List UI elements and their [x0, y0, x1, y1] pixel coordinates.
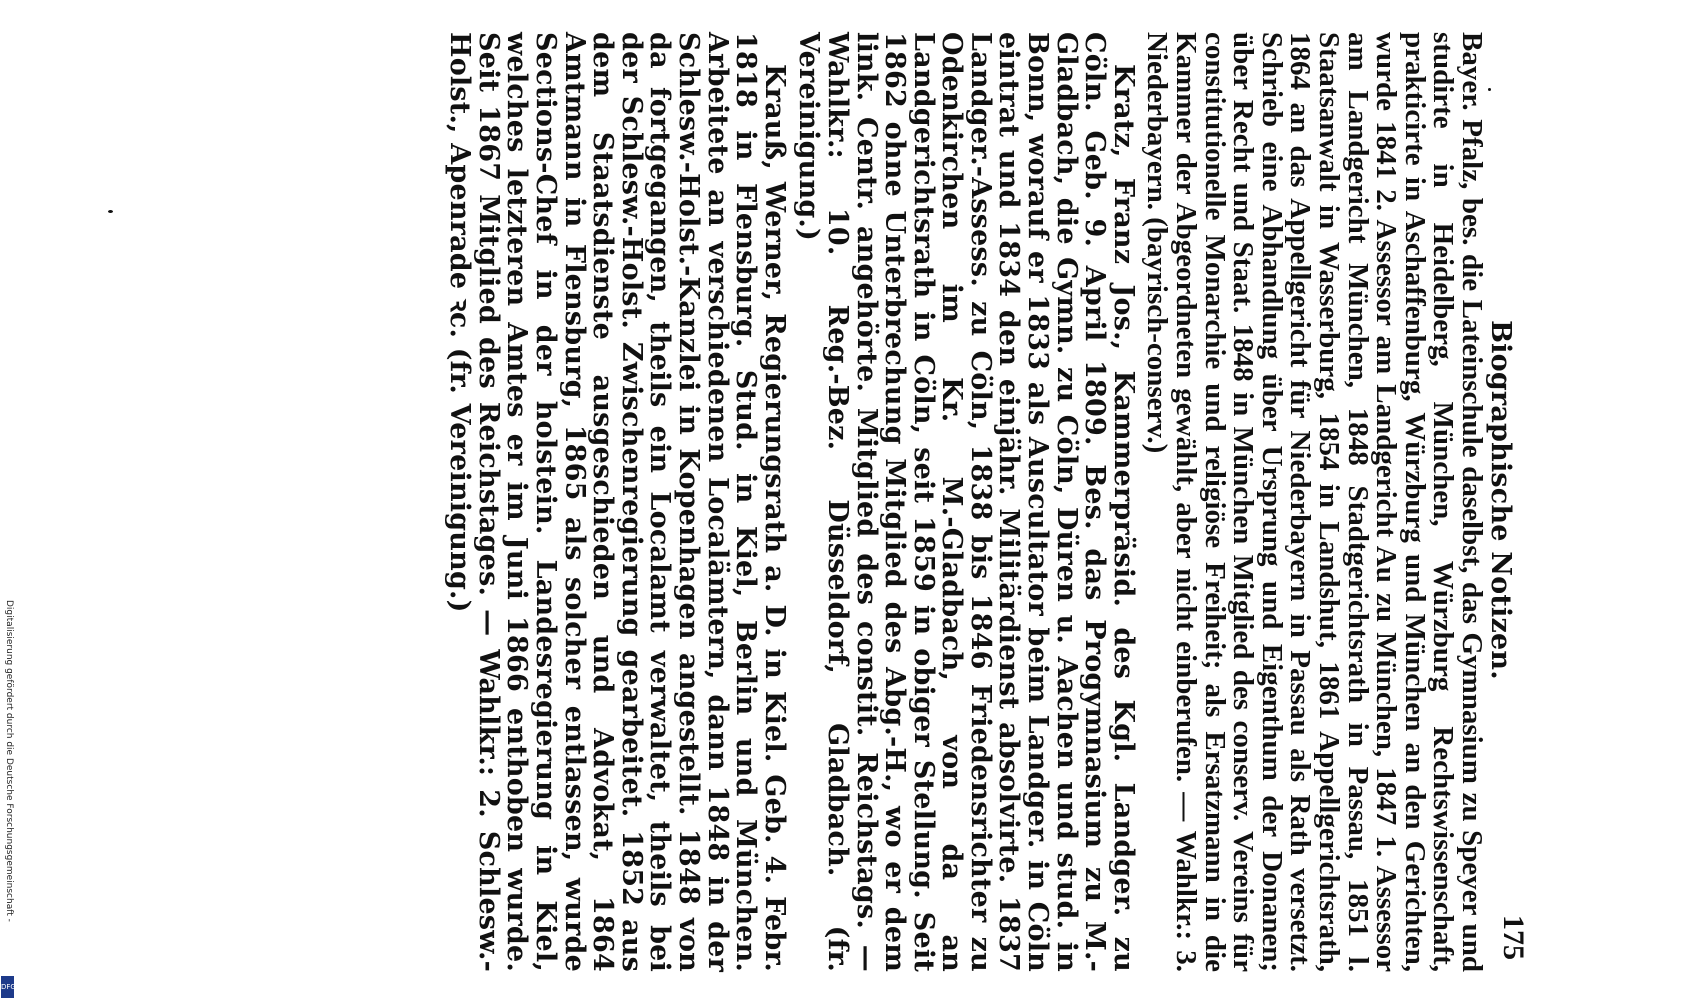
scan-speck — [108, 210, 113, 213]
entry-text-kratz: Franz Jos., Kammerpräsid. des Kgl. Landger. zu Cöln. Geb. 9. April 1809. Bes. das Progymnasium zu M.-Gladbach, die Gymn. zu Cöln, Düren u. Aachen und stud. in Bonn, worauf er 1833 als Auscultator beim Landger. in Cöln eintrat und 1834 den einjähr. Militärdienst absolvirte. 1837 Landger.-Assess. zu Cöln, 1838 bis 1846 Friedensrichter zu Odenkirchen im Kr. M.-Gladbach, von da an Landgerichtsrath in Cöln, seit 1859 in obiger Stellung. Seit 1862 ohne Unterbrechung Mitglied des Abg.-H., wo er dem link. Centr. angehörte. Mitglied des constit. Reichstags. — Wahlkr.: 10. Reg.-Bez. Düsseldorf, Gladbach. (fr. Vereinigung.) — [793, 32, 1139, 973]
page-body — [445, 32, 1486, 972]
scan-speck — [1488, 88, 1491, 91]
entry-kratz — [794, 32, 1137, 972]
running-head — [1482, 0, 1542, 1000]
entry-name-krauss: Krauß, — [758, 64, 790, 170]
paragraph-bayer-continued: Bayer. Pfalz, bes. die Lateinschule daselbst, das Gymnasium zu Speyer und studirte in Heidelberg, München, Würzburg Rechtswissenschaft, prakticirte in Aschaffenburg, Würzburg und München an den Gerichten, wurde 1841 2. Assessor am Landgericht Au zu München, 1847 1. Assessor am Landgericht München, 1848 Stadtgerichtsrath in Passau, 1851 l. Staatsanwalt in Wasserburg, 1854 in Landshut, 1861 Appellgerichtsrath, 1864 an das Appellgericht für Niederbayern in Passau als Rath versetzt. Schrieb eine Abhandlung über Ursprung und Eigenthum der Donanen; über Recht und Staat. 1848 in München Mitglied des conserv. Vereins für constitutionelle Monarchie und religiöse Freiheit; als Ersatzmann in die Kammer der Abgeordneten gewählt, aber nicht einberufen. — Wahlkr.: 3. Niederbayern. (bayrisch-conserv.) — [1141, 32, 1488, 972]
credit-text: Digitalisierung gefördert durch die Deutsche Forschungsgemeinschaft - — [4, 600, 14, 922]
entry-krauss — [445, 32, 788, 972]
entry-text-krauss: Werner, Regierungsrath a. D. in Kiel. Geb. 4. Febr. 1818 in Flensburg. Stud. in Kiel, Berlin und München. Arbeitete an verschiedenen Localämtern, dann 1848 in der Schlesw.-Holst.-Kanzlei in Kopenhagen angestellt. 1848 von da fortgegangen, theils ein Localamt verwaltet, theils bei der Schlesw.-Holst. Zwischenregierung gearbeitet. 1852 aus dem Staatsdienste ausgeschieden und Advokat, 1864 Amtmann in Flensburg, 1865 als solcher entlassen, wurde Sections-Chef in der holstein. Landesregierung in Kiel, welches letzteren Amtes er im Juni 1866 enthoben wurde. Seit 1867 Mitglied des Reichstages. — Wahlkr.: 2. Schlesw.-Holst., Apenrade ꝛc. (fr. Vereinigung.) — [444, 32, 790, 972]
digitization-credit — [0, 0, 18, 1000]
running-title: Biographische Notizen. — [1485, 320, 1516, 680]
page-number: 175 — [1497, 915, 1530, 960]
entry-name-kratz: Kratz, — [1107, 64, 1139, 158]
dfg-logo: DFG — [1, 976, 14, 998]
